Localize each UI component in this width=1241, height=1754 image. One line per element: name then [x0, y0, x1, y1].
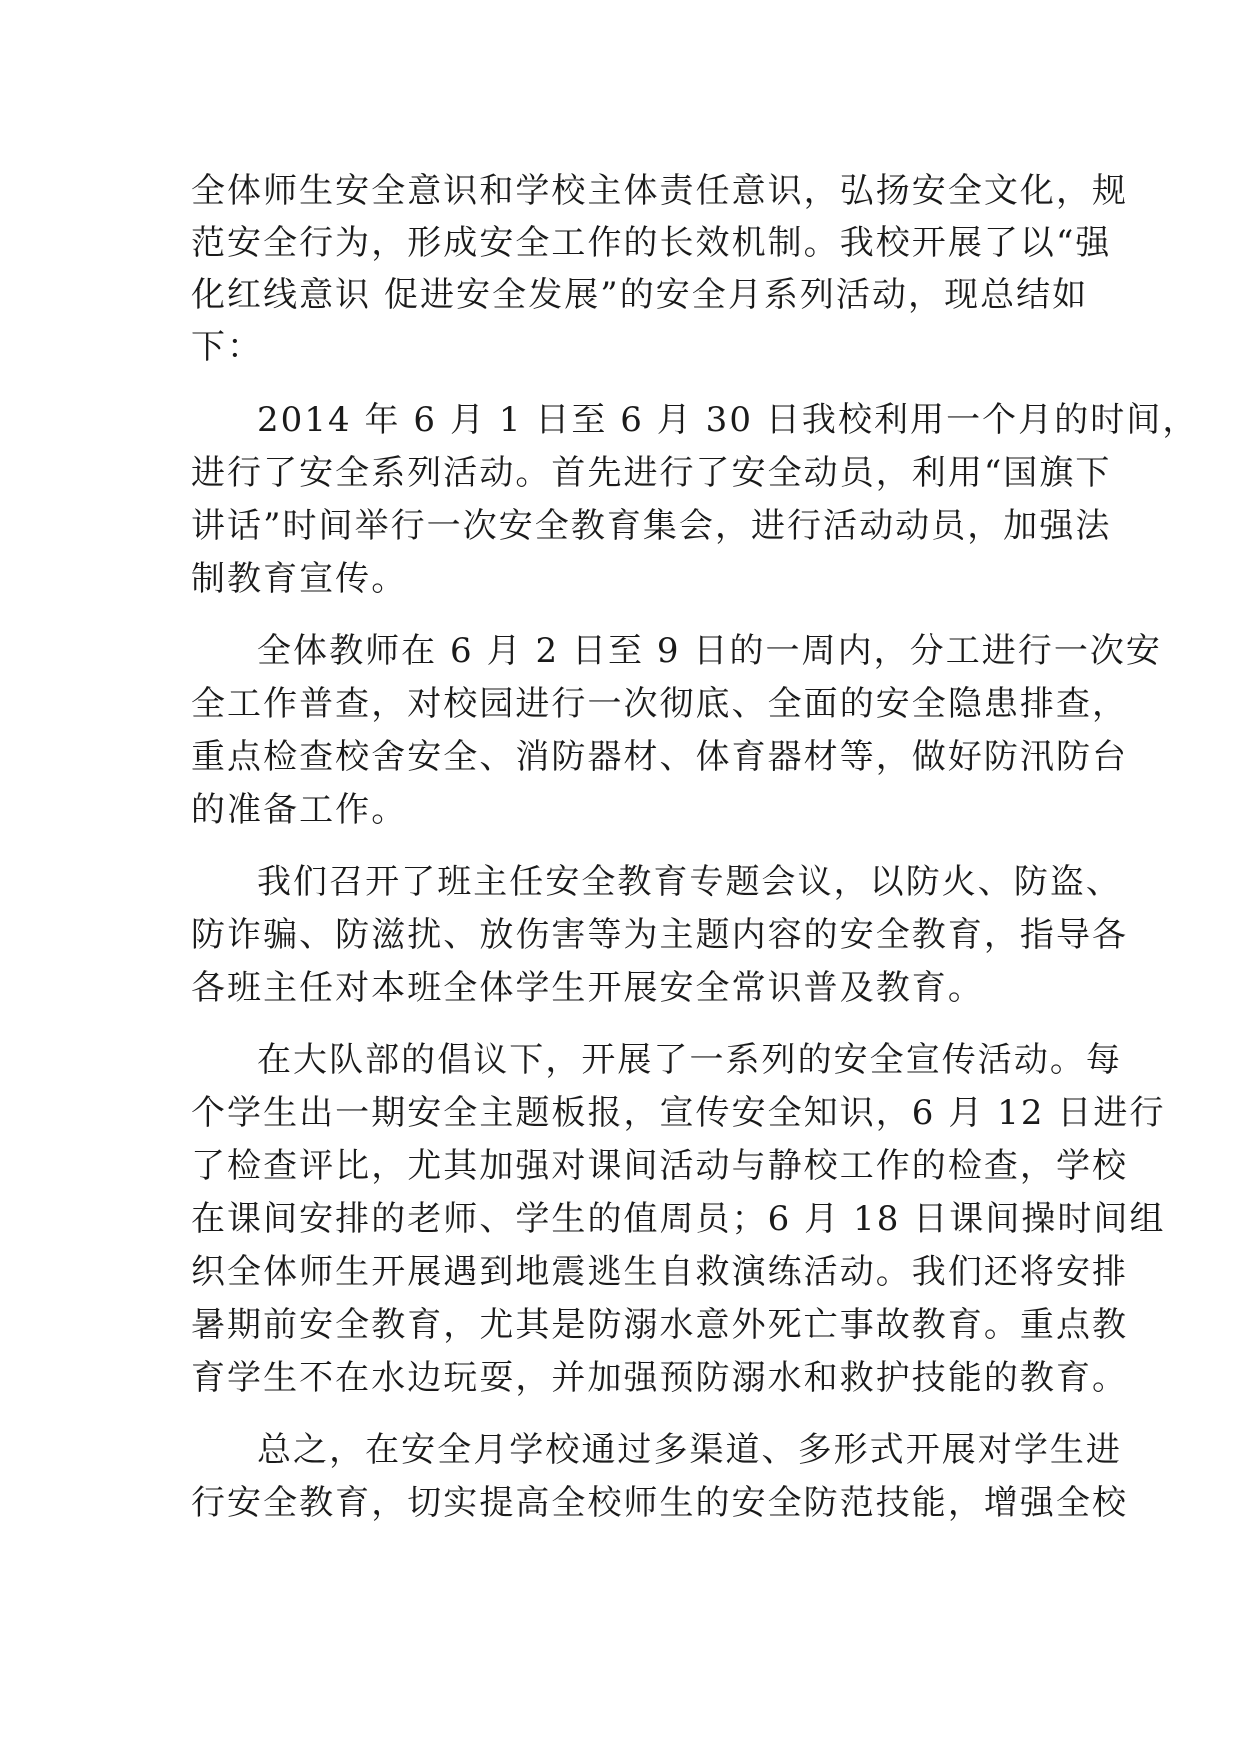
- text-line: 在课间安排的老师、学生的值周员；6 月 18 日课间操时间组: [191, 1199, 1166, 1239]
- text-line: 织全体师生开展遇到地震逃生自救演练活动。我们还将安排: [191, 1252, 1129, 1292]
- text-line: 进行了安全系列活动。首先进行了安全动员，利用“国旗下: [191, 453, 1112, 493]
- text-line: 制教育宣传。: [191, 559, 408, 599]
- text-line: 化红线意识 促进安全发展”的安全月系列活动，现总结如: [191, 275, 1089, 315]
- paragraph-first-line: 2014 年 6 月 1 日至 6 月 30 日我校利用一个月的时间，: [257, 400, 1199, 440]
- text-line: 讲话”时间举行一次安全教育集会，进行活动动员，加强法: [191, 506, 1112, 546]
- paragraph-first-line: 我们召开了班主任安全教育专题会议，以防火、防盗、: [257, 862, 1122, 902]
- text-line: 全工作普查，对校园进行一次彻底、全面的安全隐患排查，: [191, 684, 1129, 724]
- paragraph-first-line: 全体教师在 6 月 2 日至 9 日的一周内，分工进行一次安: [257, 631, 1162, 671]
- paragraph-first-line: 总之，在安全月学校通过多渠道、多形式开展对学生进: [257, 1430, 1122, 1470]
- text-line: 行安全教育，切实提高全校师生的安全防范技能，增强全校: [191, 1483, 1129, 1523]
- text-line: 的准备工作。: [191, 790, 408, 830]
- text-line: 暑期前安全教育，尤其是防溺水意外死亡事故教育。重点教: [191, 1305, 1129, 1345]
- paragraph-first-line: 在大队部的倡议下，开展了一系列的安全宣传活动。每: [257, 1040, 1122, 1080]
- text-line: 范安全行为，形成安全工作的长效机制。我校开展了以“强: [191, 223, 1112, 263]
- text-line: 防诈骗、防滋扰、放伤害等为主题内容的安全教育，指导各: [191, 915, 1129, 955]
- text-line: 育学生不在水边玩耍，并加强预防溺水和救护技能的教育。: [191, 1358, 1129, 1398]
- text-line: 下：: [191, 327, 264, 367]
- text-line: 个学生出一期安全主题板报，宣传安全知识，6 月 12 日进行: [191, 1093, 1166, 1133]
- text-line: 重点检查校舍安全、消防器材、体育器材等，做好防汛防台: [191, 737, 1129, 777]
- text-line: 了检查评比，尤其加强对课间活动与静校工作的检查，学校: [191, 1146, 1129, 1186]
- text-line: 各班主任对本班全体学生开展安全常识普及教育。: [191, 968, 984, 1008]
- text-line: 全体师生安全意识和学校主体责任意识，弘扬安全文化，规: [191, 171, 1129, 211]
